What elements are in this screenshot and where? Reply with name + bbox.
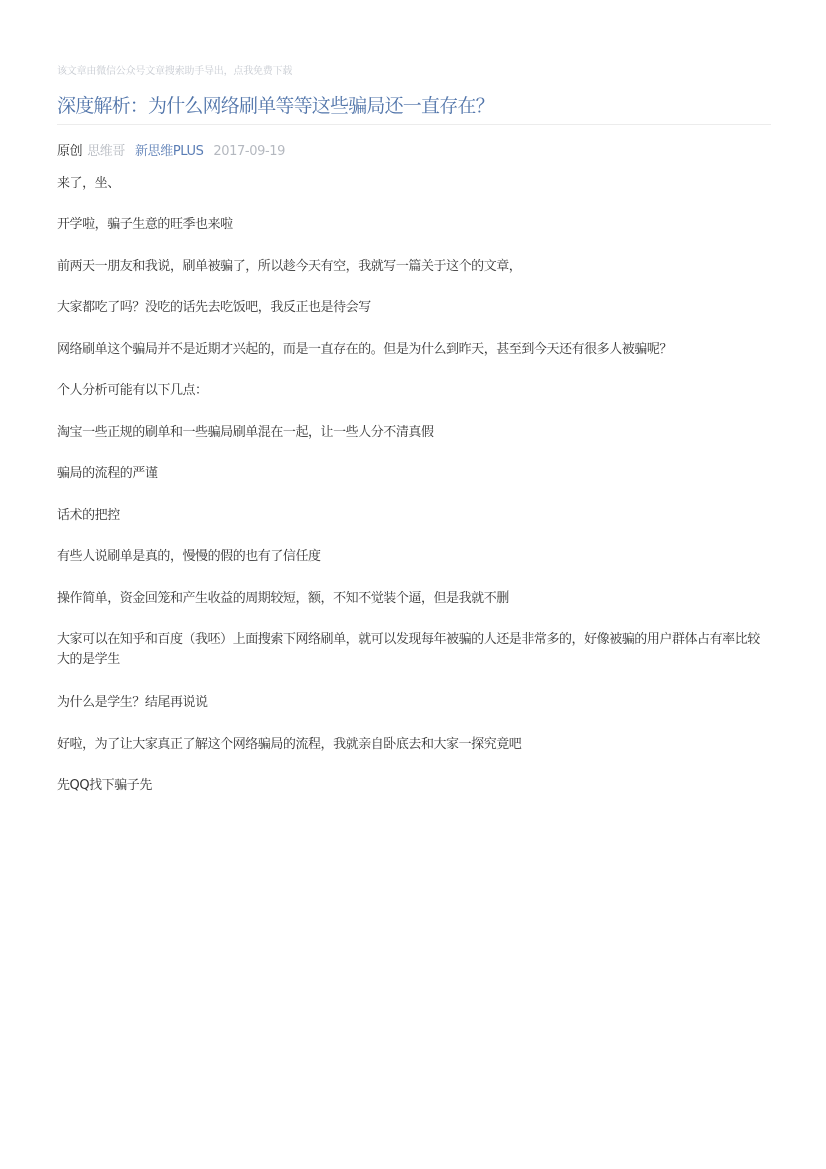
- paragraph: 网络刷单这个骗局并不是近期才兴起的，而是一直存在的。但是为什么到昨天，甚至到今天还有很多人被骗呢？: [57, 342, 672, 357]
- paragraph: 开学啦，骗子生意的旺季也来啦: [57, 217, 233, 232]
- paragraph: 操作简单，资金回笼和产生收益的周期较短，额，不知不觉装个逼，但是我就不删: [57, 591, 509, 606]
- paragraph: 先QQ找下骗子先: [57, 778, 152, 793]
- paragraph: 大家都吃了吗？没吃的话先去吃饭吧，我反正也是待会写: [57, 300, 371, 315]
- paragraph: 淘宝一些正规的刷单和一些骗局刷单混在一起，让一些人分不清真假: [57, 425, 434, 440]
- paragraph: 有些人说刷单是真的，慢慢的假的也有了信任度: [57, 549, 321, 564]
- publish-date: 2017-09-19: [213, 144, 285, 159]
- paragraph: 话术的把控: [57, 508, 120, 523]
- paragraph: 来了，坐、: [57, 176, 120, 191]
- export-notice-link[interactable]: 该文章由微信公众号文章搜索助手导出，点我免费下载: [57, 66, 293, 77]
- article-meta: [57, 140, 285, 159]
- paragraph: 为什么是学生？结尾再说说: [57, 695, 208, 710]
- paragraph: 前两天一朋友和我说，刷单被骗了，所以趁今天有空，我就写一篇关于这个的文章，: [57, 259, 522, 274]
- paragraph: 大家可以在知乎和百度（我呸）上面搜索下网络刷单，就可以发现每年被骗的人还是非常多的，好像被骗的用户群体占有率比较大的是学生: [57, 632, 760, 667]
- article-title: 深度解析：为什么网络刷单等等这些骗局还一直存在？: [57, 95, 494, 117]
- paragraph: 个人分析可能有以下几点：: [57, 383, 208, 398]
- paragraph: 好啦，为了让大家真正了解这个网络骗局的流程，我就亲自卧底去和大家一探究竟吧: [57, 737, 522, 752]
- original-tag: 原创: [57, 144, 83, 159]
- paragraph: 骗局的流程的严谨: [57, 466, 158, 481]
- title-divider: [57, 124, 771, 125]
- author-name: 思维哥: [87, 144, 126, 159]
- account-link[interactable]: 新思维PLUS: [135, 144, 204, 159]
